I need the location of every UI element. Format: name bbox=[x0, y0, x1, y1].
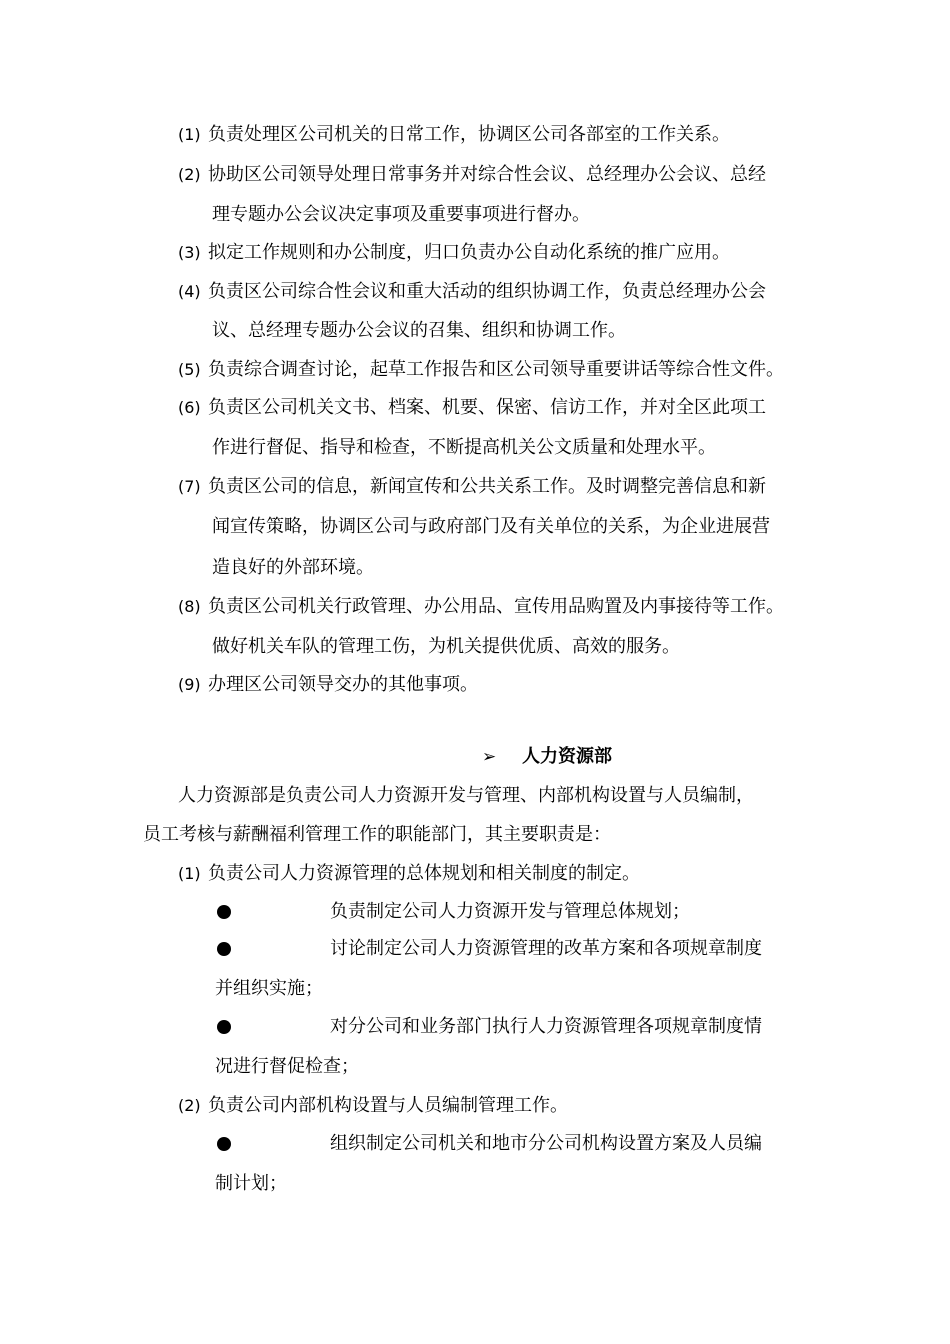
duty-item-3 bbox=[178, 241, 730, 265]
bullet-dot-icon bbox=[217, 1137, 231, 1151]
duty-number: (6) bbox=[178, 398, 201, 417]
duty-text: 负责区公司的信息，新闻宣传和公共关系工作。及时调整完善信息和新 bbox=[208, 476, 766, 497]
duty-text: 负责区公司机关文书、档案、机要、保密、信访工作，并对全区此项工 bbox=[208, 397, 766, 418]
hr-item-text: 负责公司内部机构设置与人员编制管理工作。 bbox=[208, 1095, 568, 1116]
duty-number: (5) bbox=[178, 360, 201, 379]
duty-number: (7) bbox=[178, 477, 201, 496]
duty-number: (4) bbox=[178, 282, 201, 301]
bullet-dot-icon bbox=[217, 905, 231, 919]
duty-item-5 bbox=[178, 358, 784, 382]
duty-item-7 bbox=[178, 475, 766, 499]
bullet-text: 讨论制定公司人力资源管理的改革方案和各项规章制度 bbox=[330, 938, 762, 959]
duty-number: (8) bbox=[178, 597, 201, 616]
section-intro: 人力资源部是负责公司人力资源开发与管理、内部机构设置与人员编制， bbox=[178, 785, 754, 806]
bullet-dot-icon bbox=[217, 942, 231, 956]
duty-number: (9) bbox=[178, 675, 201, 694]
duty-text-continued: 议、总经理专题办公会议的召集、组织和协调工作。 bbox=[212, 320, 626, 341]
arrow-bullet-icon: ➢ bbox=[482, 747, 497, 767]
duty-text: 负责综合调查讨论，起草工作报告和区公司领导重要讲话等综合性文件。 bbox=[208, 359, 784, 380]
hr-item-number: (1) bbox=[178, 864, 201, 883]
duty-item-2 bbox=[178, 163, 766, 187]
section-intro-continued: 员工考核与薪酬福利管理工作的职能部门，其主要职责是： bbox=[143, 824, 611, 845]
duty-item-8 bbox=[178, 595, 784, 619]
bullet-text-continued: 制计划； bbox=[215, 1173, 287, 1194]
bullet-text: 负责制定公司人力资源开发与管理总体规划； bbox=[330, 901, 690, 922]
hr-item-1 bbox=[178, 862, 640, 886]
duty-text: 负责区公司机关行政管理、办公用品、宣传用品购置及内事接待等工作。 bbox=[208, 596, 784, 617]
duty-item-4 bbox=[178, 280, 766, 304]
hr-item-2 bbox=[178, 1094, 568, 1118]
duty-text-continued: 造良好的外部环境。 bbox=[212, 557, 374, 578]
bullet-text-continued: 况进行督促检查； bbox=[215, 1056, 359, 1077]
duty-number: (2) bbox=[178, 165, 201, 184]
duty-text-continued: 做好机关车队的管理工伤，为机关提供优质、高效的服务。 bbox=[212, 636, 680, 657]
duty-text: 负责处理区公司机关的日常工作，协调区公司各部室的工作关系。 bbox=[208, 124, 730, 145]
bullet-dot-icon bbox=[217, 1020, 231, 1034]
bullet-text: 组织制定公司机关和地市分公司机构设置方案及人员编 bbox=[330, 1133, 762, 1154]
duty-number: (3) bbox=[178, 243, 201, 262]
duty-number: (1) bbox=[178, 125, 201, 144]
duty-text: 负责区公司综合性会议和重大活动的组织协调工作，负责总经理办公会 bbox=[208, 281, 766, 302]
duty-text-continued: 理专题办公会议决定事项及重要事项进行督办。 bbox=[212, 204, 590, 225]
bullet-text-continued: 并组织实施； bbox=[215, 978, 323, 999]
bullet-text: 对分公司和业务部门执行人力资源管理各项规章制度情 bbox=[330, 1016, 762, 1037]
section-heading bbox=[482, 745, 612, 769]
duty-text-continued: 闻宣传策略，协调区公司与政府部门及有关单位的关系，为企业进展营 bbox=[212, 516, 770, 537]
section-title: 人力资源部 bbox=[522, 746, 612, 767]
duty-text: 办理区公司领导交办的其他事项。 bbox=[208, 674, 478, 695]
duty-item-1 bbox=[178, 123, 730, 147]
duty-text-continued: 作进行督促、指导和检查，不断提高机关公文质量和处理水平。 bbox=[212, 437, 716, 458]
hr-item-text: 负责公司人力资源管理的总体规划和相关制度的制定。 bbox=[208, 863, 640, 884]
duty-item-9 bbox=[178, 673, 478, 697]
duty-text: 协助区公司领导处理日常事务并对综合性会议、总经理办公会议、总经 bbox=[208, 164, 766, 185]
hr-item-number: (2) bbox=[178, 1096, 201, 1115]
duty-text: 拟定工作规则和办公制度，归口负责办公自动化系统的推广应用。 bbox=[208, 242, 730, 263]
duty-item-6 bbox=[178, 396, 766, 420]
